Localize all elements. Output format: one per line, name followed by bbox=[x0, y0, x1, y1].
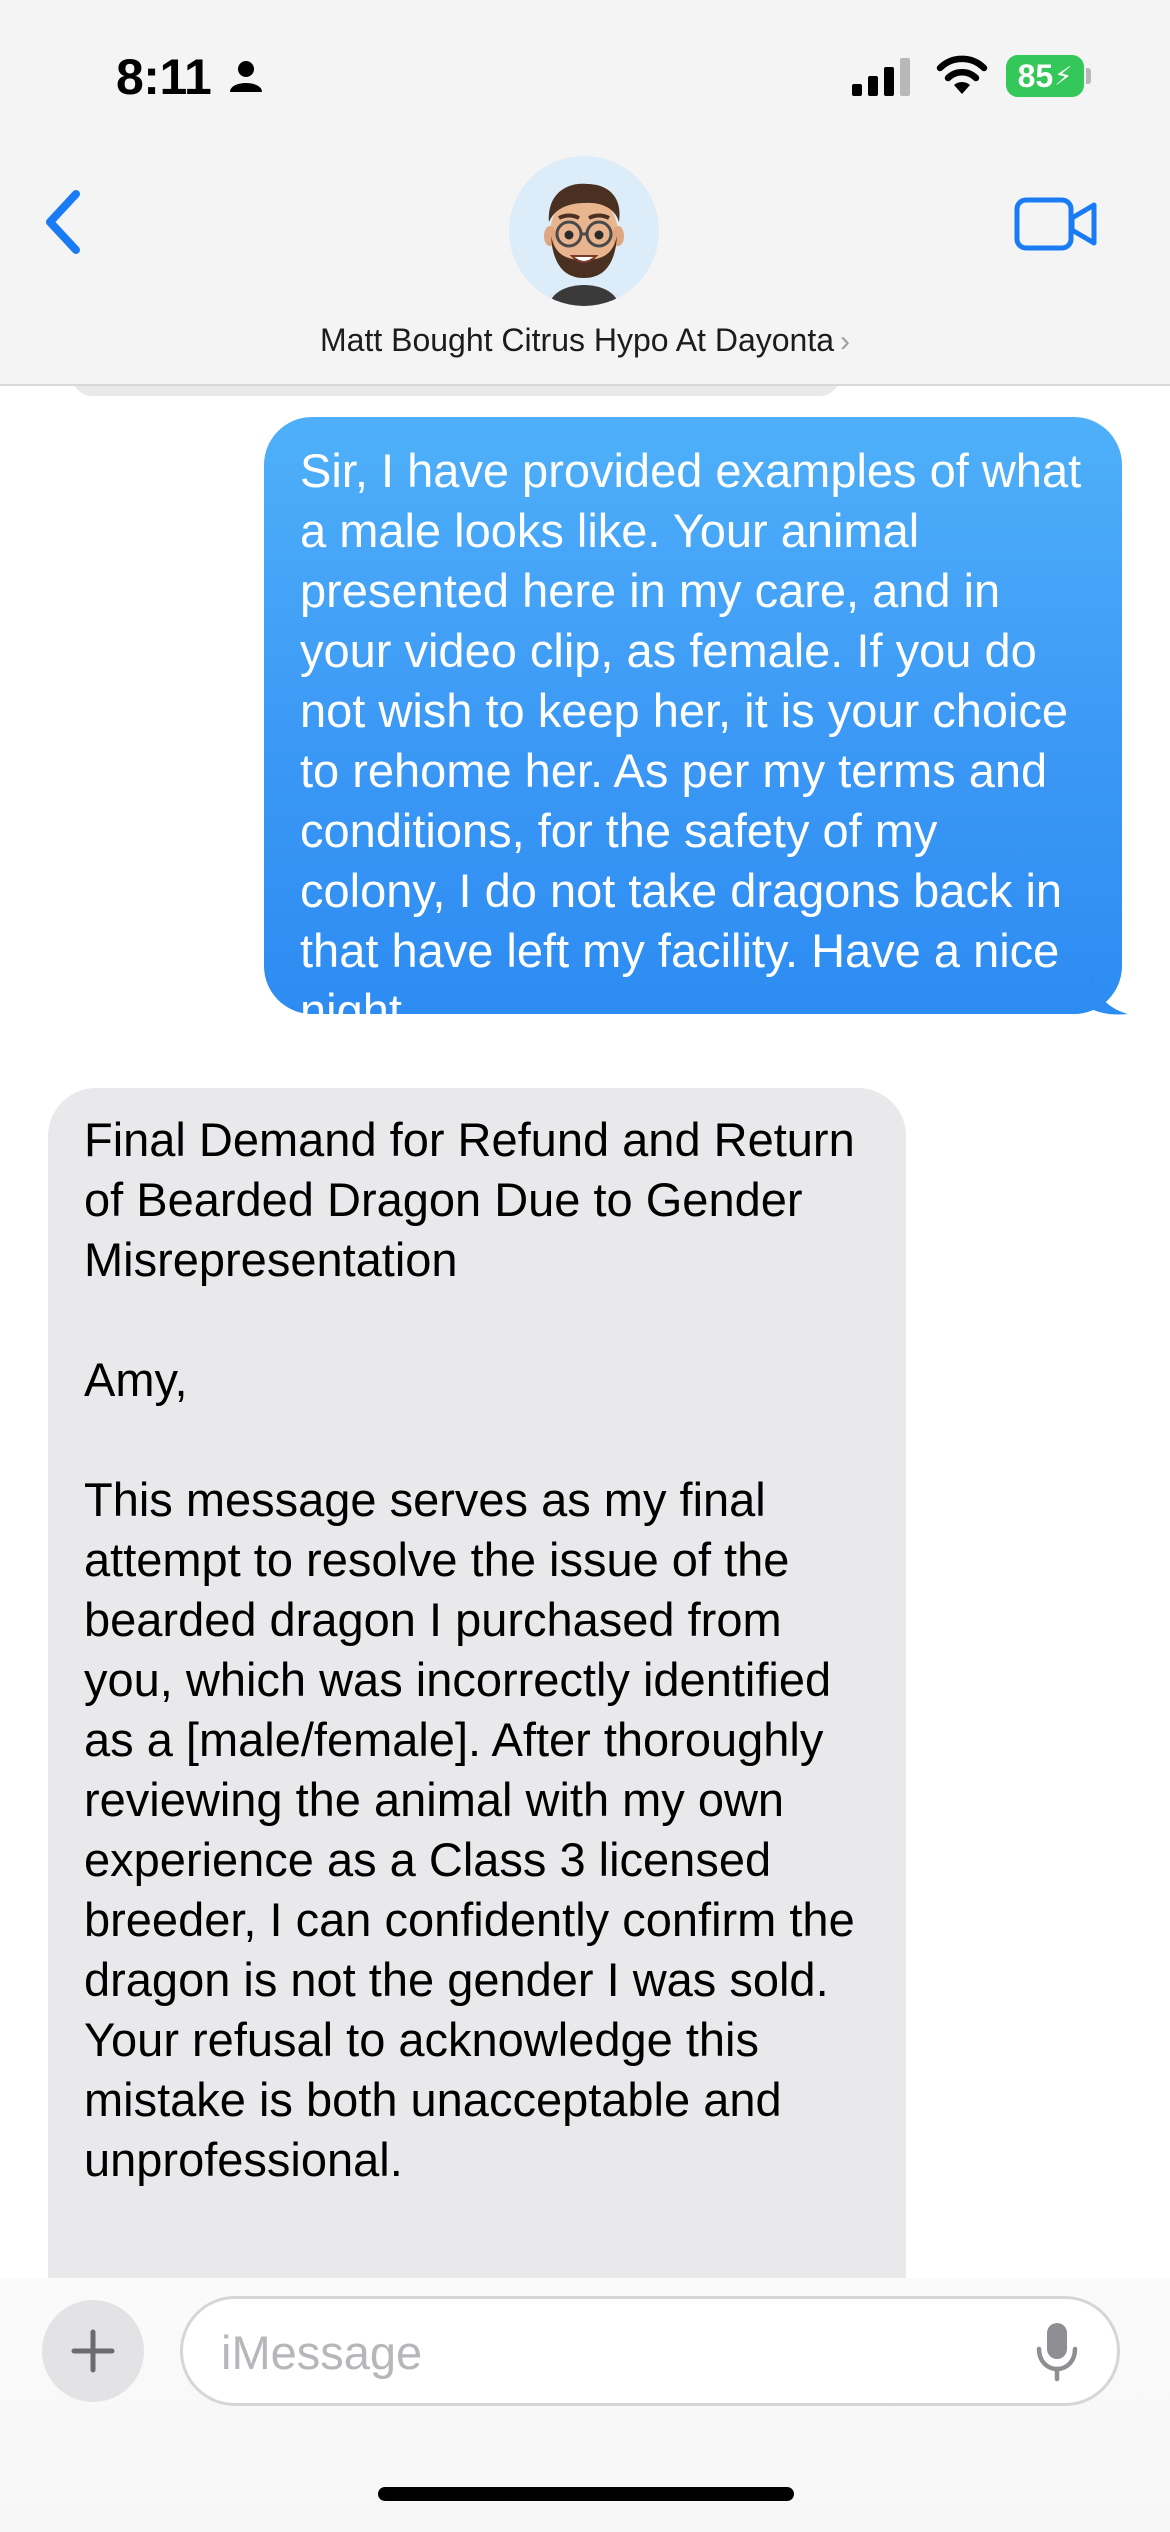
focus-person-icon bbox=[228, 58, 264, 94]
apps-plus-button[interactable] bbox=[42, 2300, 144, 2402]
battery-percent: 85 bbox=[1017, 57, 1054, 94]
charging-bolt-icon: ⚡ bbox=[1054, 60, 1073, 91]
contact-name-button[interactable] bbox=[0, 322, 1170, 359]
incoming-message-bubble[interactable]: Final Demand for Refund and Return of Bearded Dragon Due to Gender Misrepresentation Amy, This message serves as my final attempt to resolve the issue of the bearded dragon I purchased from you, which was incorrectly identified as a [male/female]. After thoroughly reviewing the animal with my own experience as a Class 3 licensed breeder, I can confidently confirm the dragon is not the gender I was sold. Your refusal to acknowledge this mistake is both unacceptable and unprofessional. bbox=[48, 1088, 906, 2278]
back-chevron-icon[interactable] bbox=[40, 186, 88, 258]
outgoing-bubble-tail bbox=[1090, 966, 1130, 1016]
imessage-input[interactable] bbox=[180, 2296, 1120, 2406]
home-indicator[interactable] bbox=[378, 2487, 794, 2501]
microphone-icon[interactable] bbox=[1035, 2321, 1079, 2383]
message-thread[interactable] bbox=[0, 386, 1170, 2278]
wifi-icon bbox=[936, 54, 988, 96]
previous-message-bubble bbox=[72, 386, 840, 396]
battery-indicator bbox=[1006, 55, 1084, 97]
battery-tip bbox=[1086, 68, 1091, 84]
status-time: 8:11 bbox=[116, 49, 212, 105]
outgoing-message-bubble[interactable]: Sir, I have provided examples of what a male looks like. Your animal presented here in my care, and in your video clip, as female. If you do not wish to keep her, it is your choice to rehome her. As per my terms and conditions, for the safety of my colony, I do not take dragons back in that have left my facility. Have a nice night. bbox=[264, 417, 1122, 1014]
plus-icon bbox=[70, 2328, 116, 2374]
video-camera-icon[interactable] bbox=[1014, 196, 1098, 252]
cellular-signal-icon bbox=[852, 56, 914, 96]
contact-avatar[interactable] bbox=[509, 156, 659, 306]
imessage-placeholder: iMessage bbox=[221, 2326, 423, 2379]
contact-name-label: Matt Bought Citrus Hypo At Dayonta bbox=[319, 322, 835, 358]
memoji-avatar-icon bbox=[509, 156, 659, 306]
disclosure-chevron-icon: › bbox=[840, 325, 851, 358]
conversation-header bbox=[0, 0, 1170, 386]
